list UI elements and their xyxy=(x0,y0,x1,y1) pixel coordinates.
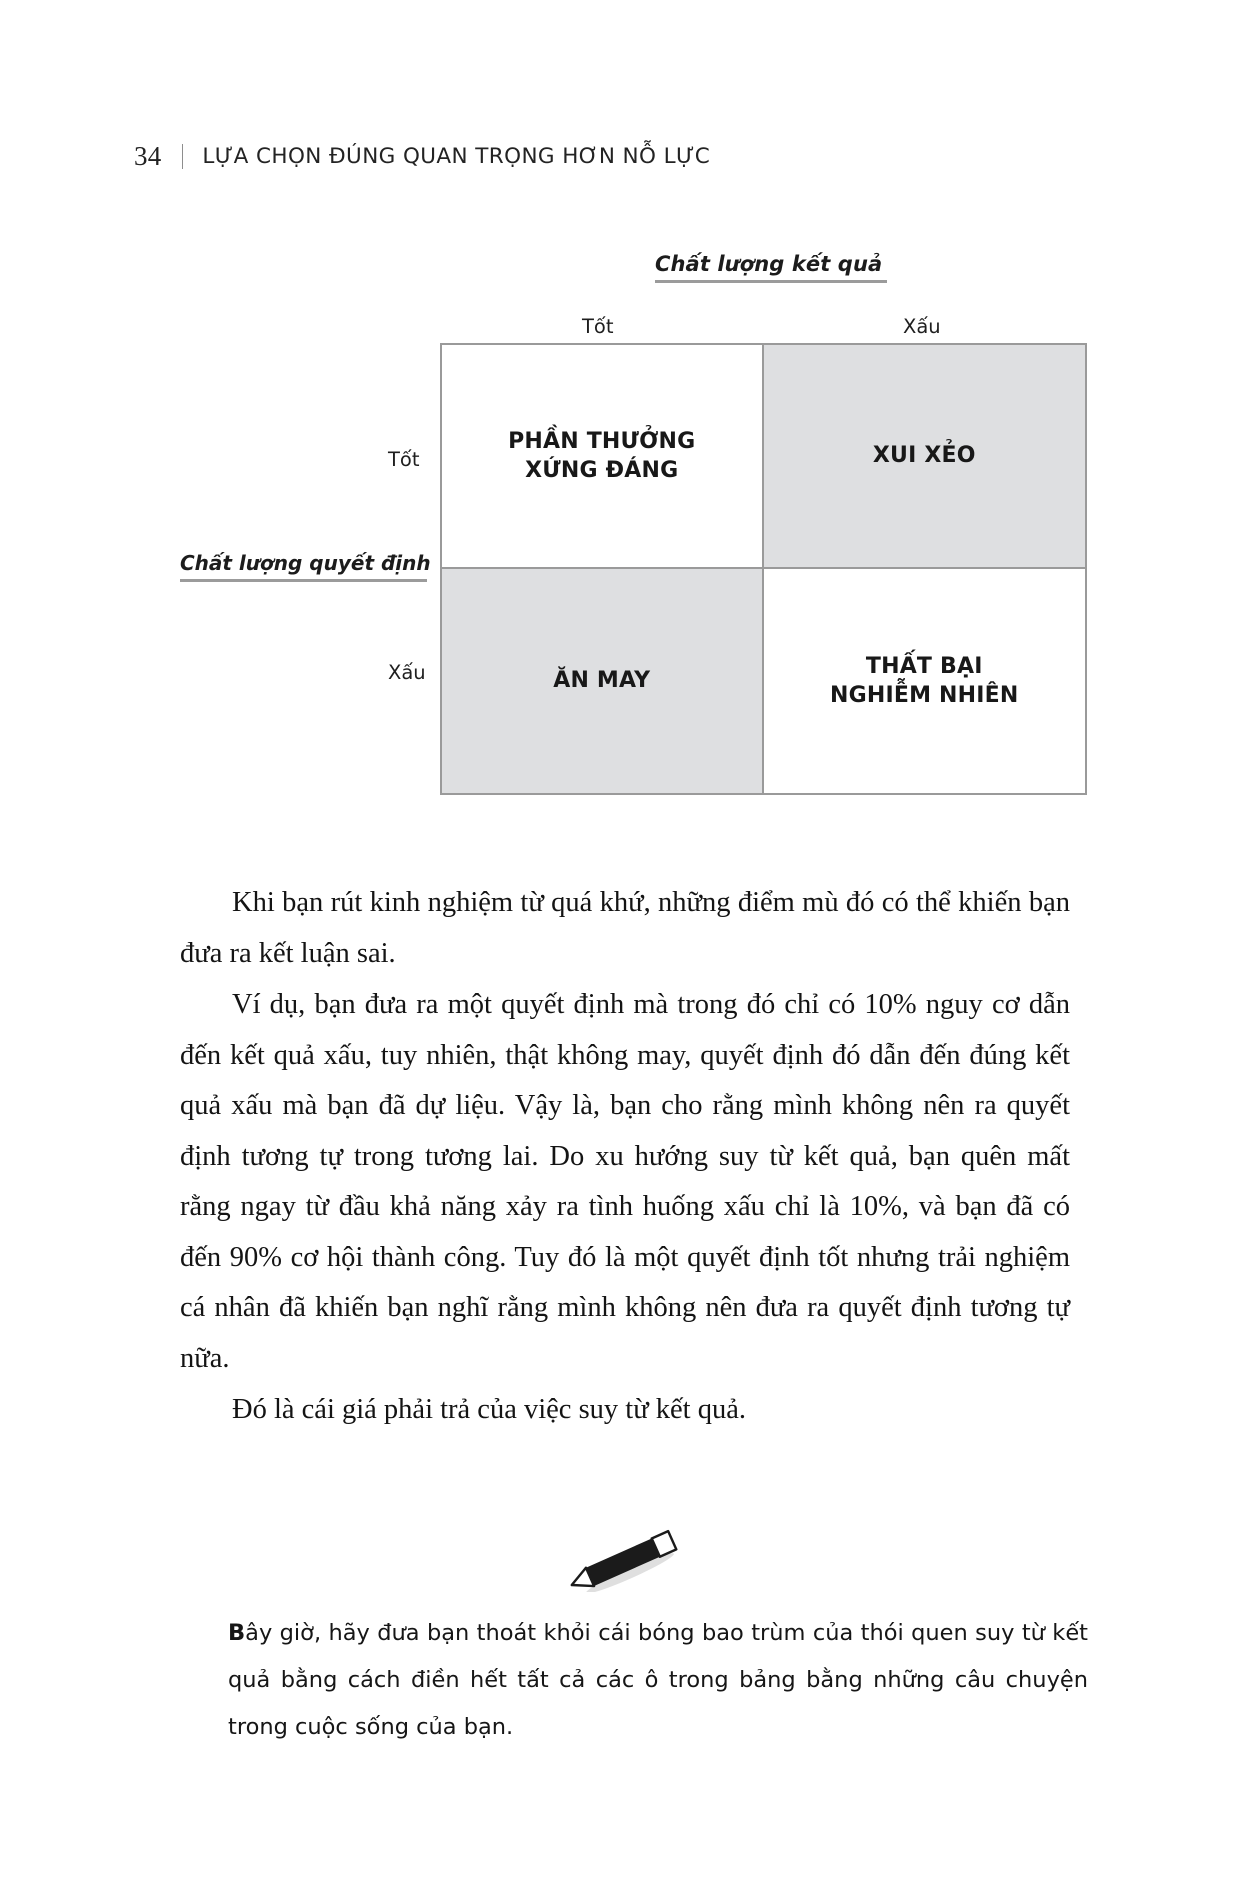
decision-outcome-matrix-figure xyxy=(0,0,1245,820)
matrix-cell-bottom-right-line2: NGHIỄM NHIÊN xyxy=(830,683,1019,708)
matrix-grid xyxy=(440,343,1087,795)
matrix-left-axis-underline xyxy=(180,579,427,582)
matrix-column-label-bad: Xấu xyxy=(903,315,941,338)
matrix-left-axis-title xyxy=(180,551,431,582)
matrix-cell-top-left-line2: XỨNG ĐÁNG xyxy=(525,458,679,483)
exercise-note-body: ây giờ, hãy đưa bạn thoát khỏi cái bóng bao trùm của thói quen suy từ kết quả bằng cách điền hết tất cả các ô trong bảng bằng những câu chuyện trong cuộc sống của bạn. xyxy=(228,1620,1088,1740)
body-copy xyxy=(180,878,1070,1437)
body-paragraph-3: Đó là cái giá phải trả của việc suy từ kết quả. xyxy=(232,1394,747,1425)
matrix-column-label-good: Tốt xyxy=(582,315,614,338)
exercise-note-lead-letter: B xyxy=(228,1620,246,1646)
matrix-top-axis-underline xyxy=(655,280,887,283)
exercise-note-text xyxy=(228,1610,1088,1751)
matrix-cell-bottom-left-line1: ĂN MAY xyxy=(553,668,651,694)
matrix-left-axis-title-text: Chất lượng quyết định xyxy=(180,551,431,575)
matrix-cell-top-left[interactable] xyxy=(442,345,764,569)
matrix-row-label-bad: Xấu xyxy=(388,661,426,684)
matrix-cell-bottom-right[interactable] xyxy=(764,569,1086,793)
matrix-top-axis-title-text: Chất lượng kết quả xyxy=(655,252,883,276)
body-paragraph-1: Khi bạn rút kinh nghiệm từ quá khứ, những điểm mù đó có thể khiến bạn đưa ra kết luận sai. xyxy=(180,887,1070,969)
matrix-row-label-good: Tốt xyxy=(388,448,420,471)
matrix-cell-bottom-left[interactable] xyxy=(442,569,764,793)
matrix-cell-top-left-line1: PHẦN THƯỞNG xyxy=(508,428,696,454)
page-number: 34 xyxy=(134,141,162,171)
matrix-cell-bottom-right-line1: THẤT BẠI xyxy=(865,653,983,679)
matrix-cell-top-right-line1: XUI XẺO xyxy=(872,443,976,469)
matrix-cell-top-right[interactable] xyxy=(764,345,1086,569)
matrix-top-axis-title xyxy=(655,252,887,283)
running-head-title: LỰA CHỌN ĐÚNG QUAN TRỌNG HƠN NỖ LỰC xyxy=(202,143,711,169)
pencil-icon xyxy=(558,1528,688,1592)
body-paragraph-2: Ví dụ, bạn đưa ra một quyết định mà trong đó chỉ có 10% nguy cơ dẫn đến kết quả xấu, tuy nhiên, thật không may, quyết định đó dẫn đến đúng kết quả xấu mà bạn đã dự liệu. Vậy là, bạn cho rằng mình không nên ra quyết định tương tự trong tương lai. Do xu hướng suy từ kết quả, bạn quên mất rằng ngay từ đầu khả năng xảy ra tình huống xấu chỉ là 10%, và bạn đã có đến 90% cơ hội thành công. Tuy đó là một quyết định tốt nhưng trải nghiệm cá nhân đã khiến bạn nghĩ rằng mình không nên đưa ra quyết định tương tự nữa. xyxy=(180,989,1070,1374)
section-divider xyxy=(0,1528,1245,1592)
exercise-note xyxy=(228,1610,1088,1751)
